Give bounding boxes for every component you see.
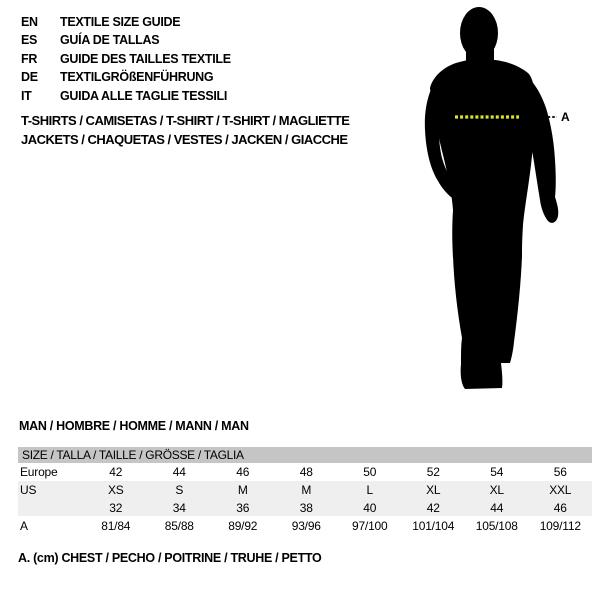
language-label: GUÍA DE TALLAS	[60, 33, 160, 48]
size-cell: 44	[172, 465, 186, 479]
size-cell: 32	[84, 499, 148, 516]
language-label: TEXTILGRÖßENFÜHRUNG	[60, 70, 214, 85]
footnote: A. (cm) CHEST / PECHO / POITRINE / TRUHE / PETTO	[18, 551, 322, 565]
size-cell: 97/100	[351, 519, 388, 533]
language-label: TEXTILE SIZE GUIDE	[60, 15, 181, 29]
size-cell: 81/84	[101, 519, 131, 533]
language-row	[21, 50, 231, 68]
table-row-numeric	[18, 499, 592, 516]
size-cell: 34	[148, 499, 212, 516]
size-cell: 89/92	[228, 519, 258, 533]
size-cell: 93/96	[291, 519, 321, 533]
legs-shape	[453, 256, 522, 389]
size-table-grid	[18, 463, 592, 536]
language-code: EN	[21, 15, 38, 29]
size-cell: 105/108	[475, 519, 518, 533]
table-row-us	[18, 481, 592, 499]
row-label	[18, 499, 84, 516]
size-cell: 46	[529, 499, 593, 516]
language-row	[21, 68, 231, 86]
size-cell: M	[275, 481, 339, 499]
size-cell: 46	[236, 465, 250, 479]
language-code: IT	[21, 88, 32, 103]
language-code: ES	[21, 33, 38, 48]
size-cell: 44	[465, 499, 529, 516]
size-cell: 38	[275, 499, 339, 516]
size-cell: XL	[402, 481, 466, 499]
size-cell: 40	[338, 499, 402, 516]
size-cell: 85/88	[164, 519, 194, 533]
size-table	[18, 447, 592, 536]
size-cell: 56	[553, 465, 567, 479]
language-code: FR	[21, 51, 38, 66]
row-label: Europe	[20, 465, 58, 479]
size-cell: 109/112	[539, 519, 581, 533]
man-silhouette-figure	[410, 0, 600, 400]
row-label: US	[18, 481, 84, 499]
size-cell: 42	[402, 499, 466, 516]
size-cell: 101/104	[412, 519, 455, 533]
language-row	[21, 87, 231, 105]
size-cell: 36	[211, 499, 275, 516]
size-cell: 50	[363, 465, 377, 479]
language-label: GUIDA ALLE TAGLIE TESSILI	[60, 88, 228, 103]
size-cell: 52	[426, 465, 440, 479]
size-table-header: SIZE / TALLA / TAILLE / GRÖSSE / TAGLIA	[18, 447, 592, 463]
language-code: DE	[21, 70, 38, 85]
table-row-chest	[18, 516, 592, 536]
table-row-europe	[18, 463, 592, 481]
section-title: MAN / HOMBRE / HOMME / MANN / MAN	[19, 419, 249, 433]
language-list	[21, 13, 231, 105]
language-row	[21, 13, 231, 31]
size-cell: XS	[84, 481, 148, 499]
row-label: A	[20, 519, 28, 533]
size-cell: XL	[465, 481, 529, 499]
language-label: GUIDE DES TAILLES TEXTILE	[60, 51, 231, 66]
language-row	[21, 31, 231, 49]
size-cell: 54	[490, 465, 504, 479]
product-types	[21, 112, 349, 150]
size-cell: M	[211, 481, 275, 499]
product-line: T-SHIRTS / CAMISETAS / T-SHIRT / T-SHIRT / MAGLIETTE	[21, 113, 350, 128]
measure-label-a: A	[561, 110, 570, 124]
size-cell: S	[148, 481, 212, 499]
size-cell: 42	[109, 465, 123, 479]
product-line: JACKETS / CHAQUETAS / VESTES / JACKEN / GIACCHE	[21, 131, 348, 147]
size-cell: L	[338, 481, 402, 499]
size-cell: XXL	[529, 481, 593, 499]
size-cell: 48	[299, 465, 313, 479]
